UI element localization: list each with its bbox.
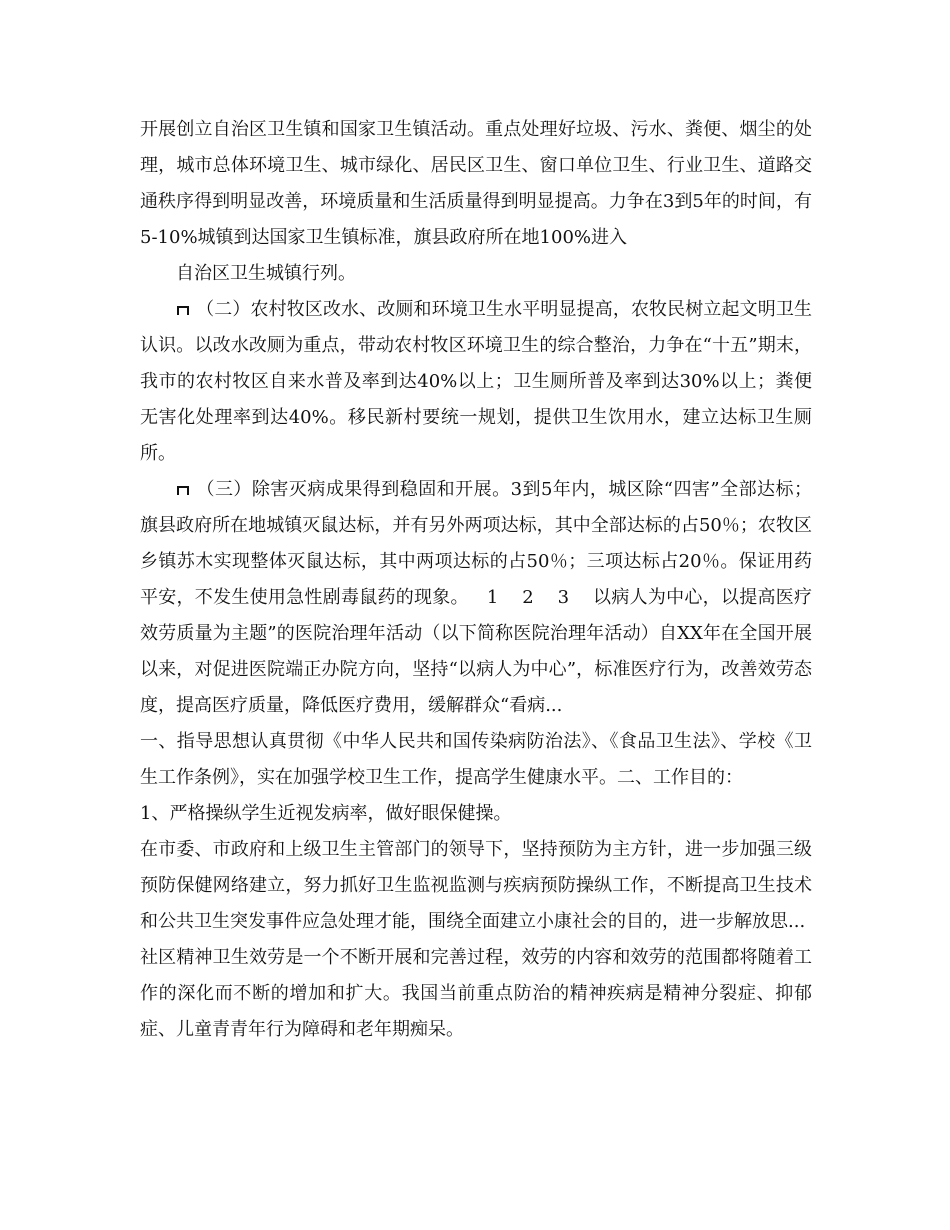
paragraph-prevention-policy: 在市委、市政府和上级卫生主管部门的领导下，坚持预防为主方针，进一步加强三级预防保健网络建立，努力抓好卫生监视监测与疾病预防操纵工作，不断提高卫生技术和公共卫生突发事件应急处理才能，围绕全面建立小康社会的目的，进一步解放思...	[140, 839, 812, 932]
paragraph-rural-sanitation-text: （二）农村牧区改水、改厕和环境卫生水平明显提高，农牧民树立起文明卫生认识。以改水改厕为重点，带动农村牧区环境卫生的综合整治，力争在“十五”期末，我市的农村牧区自来水普及率到达40%以上；卫生厕所普及率到达30%以上；粪便无害化处理率到达40%。移民新村要统一规划，提供卫生饮用水，建立达标卫生厕所。	[140, 299, 812, 464]
paragraph-school-guideline: 一、指导思想认真贯彻《中华人民共和国传染病防治法》、《食品卫生法》、学校《卫生工作条例》，实在加强学校卫生工作，提高学生健康水平。二、工作目的：	[140, 731, 812, 788]
paragraph-town-hygiene: 开展创立自治区卫生镇和国家卫生镇活动。重点处理好垃圾、污水、粪便、烟尘的处理，城市总体环境卫生、城市绿化、居民区卫生、窗口单位卫生、行业卫生、道路交通秩序得到明显改善，环境质量和生活质量得到明显提高。力争在3到5年的时间，有5-10%城镇到达国家卫生镇标准，旗县政府所在地100%进入	[140, 119, 812, 248]
paragraph-pest-control-text: （三）除害灭病成果得到稳固和开展。3到5年内，城区除“四害”全部达标；旗县政府所在地城镇灭鼠达标，并有另外两项达标，其中全部达标的占50％；农牧区乡镇苏木实现整体灭鼠达标，其中两项达标的占50％；三项达标占20％。保证用药平安，不发生使用急性剧毒鼠药的现象。	[140, 479, 812, 608]
bracket-mark-icon	[176, 303, 192, 317]
paragraph-rural-sanitation	[140, 292, 812, 472]
paragraph-pest-control-numbers: 1 2 3 以	[468, 587, 612, 608]
paragraph-pest-control	[140, 472, 812, 724]
paragraph-town-ranking: 自治区卫生城镇行列。	[176, 263, 356, 284]
paragraph-mental-health: 社区精神卫生效劳是一个不断开展和完善过程，效劳的内容和效劳的范围都将随着工作的深化而不断的增加和扩大。我国当前重点防治的精神疾病是精神分裂症、抑郁症、儿童青青年行为障碍和老年期痴呆。	[140, 947, 812, 1040]
bracket-mark-icon	[176, 483, 192, 497]
paragraph-hospital-management-text: 病人为中心，以提高医疗效劳质量为主题”的医院治理年活动（以下简称医院治理年活动）自XX年在全国开展以来，对促进医院端正办院方向，坚持“以病人为中心”，标准医疗行为，改善效劳态度，提高医疗质量，降低医疗费用，缓解群众“看病...	[140, 587, 813, 716]
document-body	[140, 112, 812, 1048]
paragraph-myopia-control: 1、严格操纵学生近视发病率，做好眼保健操。	[140, 803, 512, 824]
